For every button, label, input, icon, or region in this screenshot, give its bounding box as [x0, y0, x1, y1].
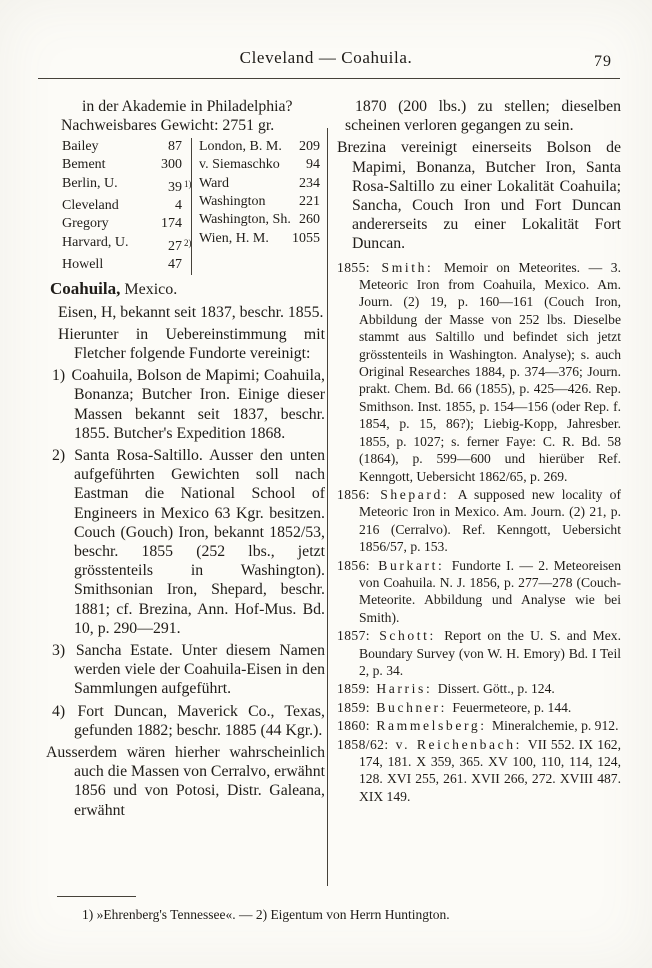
- weight-name: Ward: [199, 175, 229, 191]
- weight-value: 174: [161, 216, 182, 232]
- bib-author: Burkart:: [378, 557, 445, 573]
- bib-year: 1855:: [337, 259, 370, 275]
- entry-name: Coahuila,: [50, 278, 121, 298]
- paragraph: [337, 138, 621, 253]
- item-number: 4): [52, 702, 66, 720]
- footnote-rule: [57, 896, 136, 897]
- paragraph: [46, 325, 325, 363]
- weight-name: Cleveland: [62, 197, 119, 213]
- weight-name: Bement: [62, 157, 106, 173]
- list-item: [46, 702, 325, 740]
- paragraph-text: 1870 (200 lbs.) zu stellen; dieselben scheinen verloren gegangen zu sein.: [345, 98, 621, 135]
- entry-heading: [50, 279, 325, 300]
- weight-name: Berlin, U.: [62, 175, 118, 191]
- weights-table: [62, 138, 320, 275]
- bib-text: Feuermeteore, p. 144.: [452, 699, 572, 715]
- paragraph-text: Sancha Estate. Unter diesem Namen werden viele der Coahuila-Eisen in den Sammlungen aufgeführt.: [74, 642, 325, 698]
- bib-author: Buchner:: [376, 699, 448, 715]
- table-row: [199, 156, 320, 174]
- bib-text: Dissert. Gött., p. 124.: [437, 681, 555, 697]
- weight-value: 300: [161, 157, 182, 173]
- page-number: 79: [594, 53, 612, 70]
- table-row: [62, 234, 192, 256]
- paragraph-text: Fort Duncan, Maverick Co., Texas, gefunden 1882; beschr. 1885 (44 Kgr.).: [74, 702, 325, 739]
- table-row: [199, 175, 320, 193]
- table-row: [62, 215, 184, 233]
- bib-author: v. Reichenbach:: [395, 736, 523, 752]
- table-row: [62, 175, 192, 197]
- footnote: 1) »Ehrenberg's Tennessee«. — 2) Eigentum von Herrn Huntington.: [82, 907, 450, 922]
- bibliography-entry: [337, 680, 621, 697]
- bib-text: Mineralchemie, p. 912.: [492, 718, 619, 734]
- paragraph-text: Santa Rosa-Saltillo. Ausser den unten aufgeführten Gewichten soll nach Eastman die National School of Engineers in Mexico 63 Kgr. besitzen. Couch (Gouch) Iron, bekannt 1852/53, beschr. 1855 (252 lbs., jetzt grösstenteils in Washington). Smithsonian Iron, Shepard, beschr. 1881; cf. Brezina, Ann. Hof-Mus. Bd. 10, p. 290—291.: [74, 446, 325, 637]
- weight-name: Bailey: [62, 138, 99, 154]
- weight-name: London, B. M.: [199, 138, 282, 154]
- table-row: [199, 193, 320, 211]
- list-item: [46, 366, 325, 443]
- bibliography-entry: [337, 717, 621, 734]
- bib-text: VII 552. IX 162, 174, 181. X 359, 365. XV 100, 110, 114, 124, 128. XVI 255, 261. XVII 266, 272. XVIII 487. XIX 149.: [359, 736, 621, 804]
- bib-year: 1856:: [337, 557, 370, 573]
- weight-heading: Nachweisbares Gewicht: 2751 gr.: [61, 117, 275, 135]
- bibliography-entry: [337, 486, 621, 556]
- weight-value: 94: [306, 157, 320, 173]
- paragraph: [46, 303, 325, 322]
- bib-author: Schott:: [379, 628, 436, 644]
- bib-author: Smith:: [381, 259, 434, 275]
- paragraph-text: Ausserdem wären hierher wahrscheinlich auch die Massen von Cerralvo, erwähnt 1856 und von Potosi, Distr. Galeana, erwähnt: [46, 744, 325, 819]
- bib-author: Harris:: [376, 681, 433, 697]
- table-row: [62, 138, 184, 156]
- bib-author: Shepard:: [380, 486, 450, 502]
- table-row: [199, 138, 320, 156]
- weight-value: 260: [299, 212, 320, 228]
- weight-value: 1055: [292, 230, 320, 246]
- bib-text: Memoir on Meteorites. — 3. Meteoric Iron from Coahuila, Mexico. Am. Journ. (2) 19, p. 160—161 (Couch Iron, Abbildung der Masse von 252 lbs. Dieselbe stammt aus Saltillo und befindet sich jetzt grösstenteils in Washington. Analyse); s. auch Original Researches 1884, p. 374—376; Journ. prakt. Chem. Bd. 66 (1855), p. 425—426. Rep. Smithson. Inst. 1855, p. 154—156 (oder Rep. f. 1854, p. 15, 86?); Liebig-Kopp, Jahresber. 1855, p. 1027; s. ferner Faye: C. R. Bd. 58 (1864), p. 599—600 und hierüber Ref. Kenngott, Uebersicht 1862/65, p. 269.: [359, 259, 621, 484]
- column-divider: [327, 128, 328, 886]
- bib-year: 1860:: [337, 718, 370, 734]
- paragraph-text: Coahuila, Bolson de Mapimi; Coahuila, Bonanza; Butcher Iron. Einige dieser Massen bekannt seit 1837, beschr. 1855. Butcher's Expedition 1868.: [71, 367, 325, 442]
- bibliography-entry: [337, 627, 621, 679]
- bibliography-entry: [337, 736, 621, 806]
- paragraph: [46, 743, 325, 820]
- table-row: [62, 256, 184, 274]
- item-number: 2): [52, 446, 66, 464]
- bibliography-entry: [337, 699, 621, 716]
- bib-year: 1859:: [337, 699, 370, 715]
- weight-name: Gregory: [62, 216, 109, 232]
- table-row: [199, 211, 320, 229]
- weight-value: 221: [299, 193, 320, 209]
- item-number: 3): [52, 642, 66, 659]
- left-column: [46, 97, 325, 887]
- bib-year: 1856:: [337, 486, 370, 502]
- weight-value: 209: [299, 138, 320, 154]
- bibliography-entry: [337, 557, 621, 627]
- right-column: [337, 97, 621, 887]
- weight-value: 234: [299, 175, 320, 191]
- table-row: [199, 230, 320, 248]
- weight-value: 39 $^{1)}$: [168, 178, 192, 195]
- continuation-line: in der Akademie in Philadelphia?: [82, 98, 293, 115]
- weight-value: 87: [168, 138, 182, 154]
- bib-text: Fundorte I. — 2. Meteoreisen von Coahuila. N. J. 1856, p. 277—278 (Couch-Meteorite. Abbildung und Analyse wie bei Smith).: [359, 557, 621, 625]
- paragraph-text: Brezina vereinigt einerseits Bolson de Mapimi, Bonanza, Butcher Iron, Santa Rosa-Saltillo zu einer Lokalität Coahuila; Sancha, Couch Iron und Fort Duncan andererseits zu einer Lokalität Fort Duncan.: [337, 139, 621, 253]
- header-rule: [38, 78, 620, 79]
- weights-table-left: [62, 138, 192, 275]
- weight-value: 27 $^{2)}$: [168, 237, 192, 254]
- table-row: [62, 197, 184, 215]
- bibliography: [337, 259, 621, 806]
- weight-value: 4: [175, 197, 182, 213]
- weight-name: Washington: [199, 193, 266, 209]
- table-row: [62, 156, 184, 174]
- bib-author: Rammelsberg:: [376, 718, 487, 734]
- list-item: [46, 446, 325, 638]
- list-item: [46, 641, 325, 699]
- bib-text: Report on the U. S. and Mex. Boundary Survey (von W. H. Emory) Bd. I Teil 2, p. 34.: [359, 628, 621, 678]
- bibliography-entry: [337, 259, 621, 485]
- weights-table-right: [192, 138, 320, 275]
- weight-name: Wien, H. M.: [199, 230, 269, 246]
- bib-year: 1857:: [337, 628, 370, 644]
- bib-year: 1859:: [337, 681, 370, 697]
- weight-name: Washington, Sh.: [199, 212, 291, 228]
- weight-name: Howell: [62, 257, 104, 273]
- page-header-title: Cleveland — Coahuila.: [239, 48, 413, 67]
- paragraph-text: Hierunter in Uebereinstimmung mit Fletcher folgende Fundorte vereinigt:: [58, 325, 325, 362]
- weight-value: 47: [168, 257, 182, 273]
- bib-year: 1858/62:: [337, 736, 389, 752]
- paragraph: [337, 97, 621, 135]
- bib-text: A supposed new locality of Meteoric Iron in Mexico. Am. Journ. (2) 21, p. 216 (Cerralvo). Ref. Kenngott, Uebersicht 1856/57, p. 153.: [359, 486, 621, 555]
- paragraph-text: Eisen, H, bekannt seit 1837, beschr. 1855.: [58, 303, 324, 321]
- entry-location: Mexico.: [124, 280, 178, 298]
- weight-name: v. Siemaschko: [199, 157, 280, 173]
- weight-name: Harvard, U.: [62, 234, 129, 250]
- item-number: 1): [52, 367, 66, 385]
